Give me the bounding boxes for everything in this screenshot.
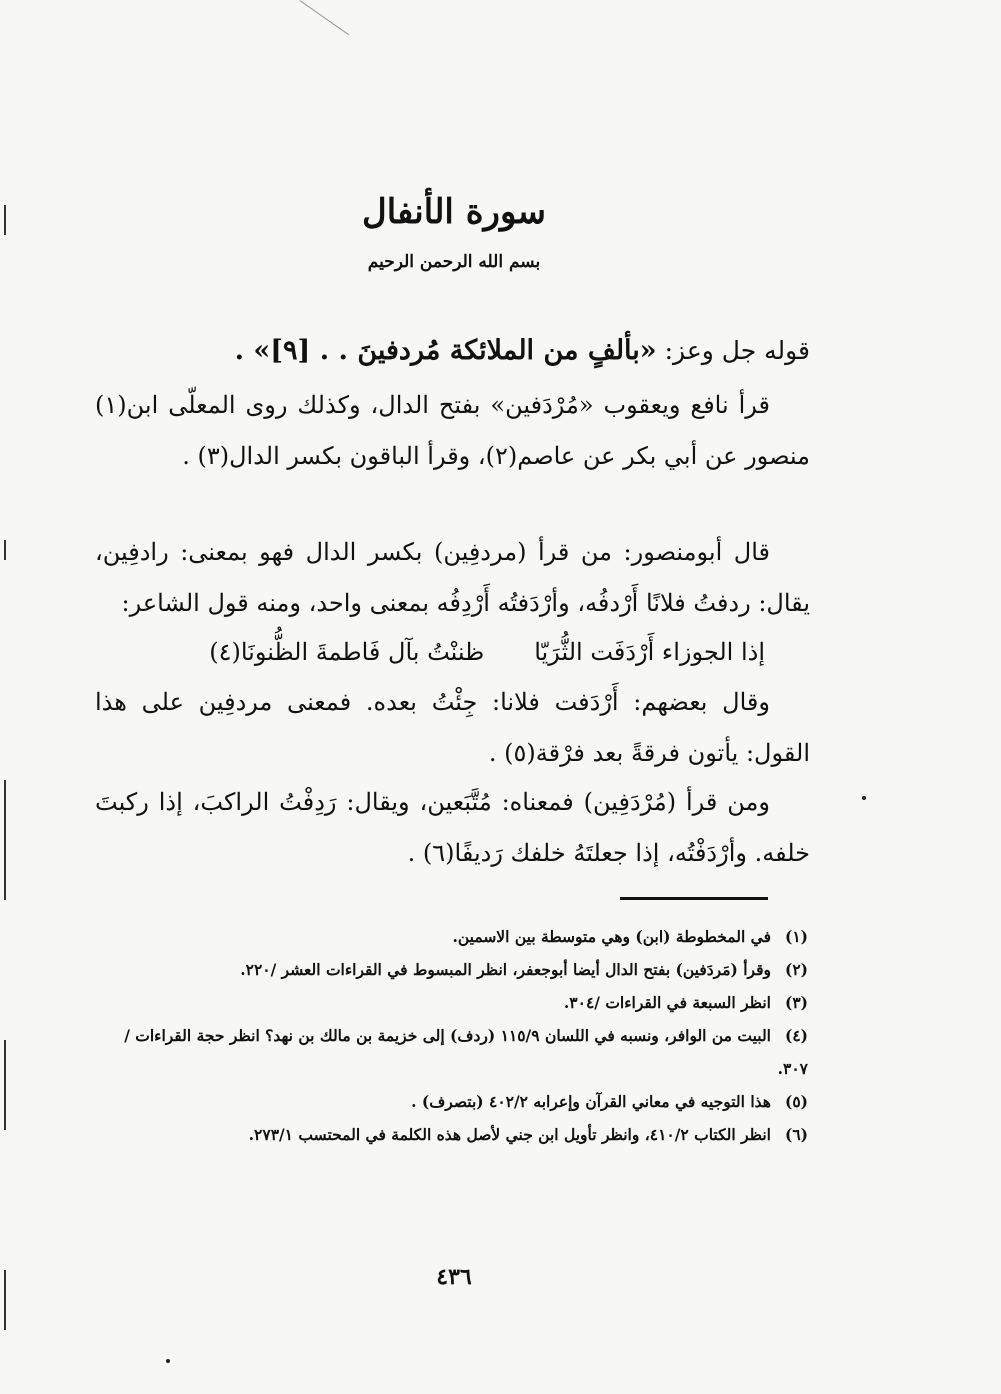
poem-second-hemistich: ظننْتُ بآل فَاطمةَ الظُّنونَا(٤) xyxy=(209,638,485,666)
page-number: ٤٣٦ xyxy=(436,1264,472,1290)
poetry-verse xyxy=(95,627,810,677)
footnote xyxy=(95,920,808,953)
paragraph-text: وقال بعضهم: أَرْدَفت فلانا: جِئْتُ بعده. فمعنى مردفِين على هذا القول: يأتون فرقةً بعد فرْقة(٥) . xyxy=(95,688,810,767)
scan-edge-mark xyxy=(4,540,6,560)
scan-artifact-line xyxy=(299,0,349,35)
paragraph-passive-reading xyxy=(95,777,810,879)
poem-first-hemistich: إذا الجوزاء أَرْدَفَت الثُّرَيّا xyxy=(534,638,765,666)
scan-speck xyxy=(862,796,866,800)
scan-edge-mark xyxy=(4,780,6,900)
paragraph-text: قال أبومنصور: من قرأ (مردفِين) بكسر الدال فهو بمعنى: رادفِين، يقال: ردفتُ فلانًا أَرْدفُه، وأرْدَفتُه أَرْدِفُه بمعنى واحد، ومنه قول الشاعر: xyxy=(95,538,810,617)
footnote-text: وقرأ (مَردَفين) بفتح الدال أيضا أبوجعفر، انظر المبسوط في القراءات العشر /٢٢٠. xyxy=(240,960,771,979)
footnote xyxy=(95,953,808,986)
footnote-text: انظر السبعة في القراءات /٣٠٤. xyxy=(563,993,771,1012)
paragraph-text: قرأ نافع ويعقوب «مُرْدَفين» بفتح الدال، وكذلك روى المعلّى ابن(١) منصور عن أبي بكر عن عاصم(٢)، وقرأ الباقون بكسر الدال(٣) . xyxy=(95,391,810,470)
paragraph-readings xyxy=(95,380,810,482)
verse-line xyxy=(95,325,810,377)
footnote xyxy=(95,1118,808,1151)
surah-title: سورة الأنفال xyxy=(361,192,546,232)
footnote-text: البيت من الوافر، ونسبه في اللسان ١١٥/٩ (ردف) إلى خزيمة بن مالك بن نهد؟ انظر حجة القراءات /٣٠٧. xyxy=(124,1026,808,1078)
footnote xyxy=(95,986,808,1019)
footnotes xyxy=(95,920,808,1151)
paragraph-text: ومن قرأ (مُرْدَفِين) فمعناه: مُتَّبَعين، ويقال: رَدِفْتُ الراكبَ، إذا ركبتَ خلفه. وأرْدَفْتُه، إذا جعلتَهُ خلفك رَديفًا(٦) . xyxy=(95,788,810,867)
footnote xyxy=(95,1085,808,1118)
footnote-text: هذا التوجيه في معاني القرآن وإعرابه ٤٠٢/٢ (بتصرف) . xyxy=(411,1092,771,1111)
verse-intro: قوله جل وعز: xyxy=(664,336,810,365)
footnote-number: (١) xyxy=(784,927,808,946)
basmala: بسم الله الرحمن الرحيم xyxy=(367,252,541,272)
footnote-number: (٤) xyxy=(784,1026,808,1045)
paragraph-meaning xyxy=(95,527,810,629)
footnote-number: (٦) xyxy=(784,1125,808,1144)
footnote-text: انظر الكتاب ٤١٠/٢، وانظر تأويل ابن جني لأصل هذه الكلمة في المحتسب ٢٧٣/١. xyxy=(248,1125,771,1144)
scan-edge-mark xyxy=(4,1040,6,1130)
footnote-text: في المخطوطة (ابن) وهي متوسطة بين الاسمين. xyxy=(452,927,771,946)
footnote xyxy=(95,1019,808,1085)
scan-speck xyxy=(166,1359,170,1363)
verse-quote: «بألفٍ من الملائكة مُردفينَ . . [٩]» . xyxy=(234,335,657,366)
footnote-number: (٣) xyxy=(784,993,808,1012)
footnote-number: (٥) xyxy=(784,1092,808,1111)
footnote-number: (٢) xyxy=(784,960,808,979)
paragraph-alternate-view xyxy=(95,677,810,779)
footnote-separator xyxy=(620,897,768,900)
